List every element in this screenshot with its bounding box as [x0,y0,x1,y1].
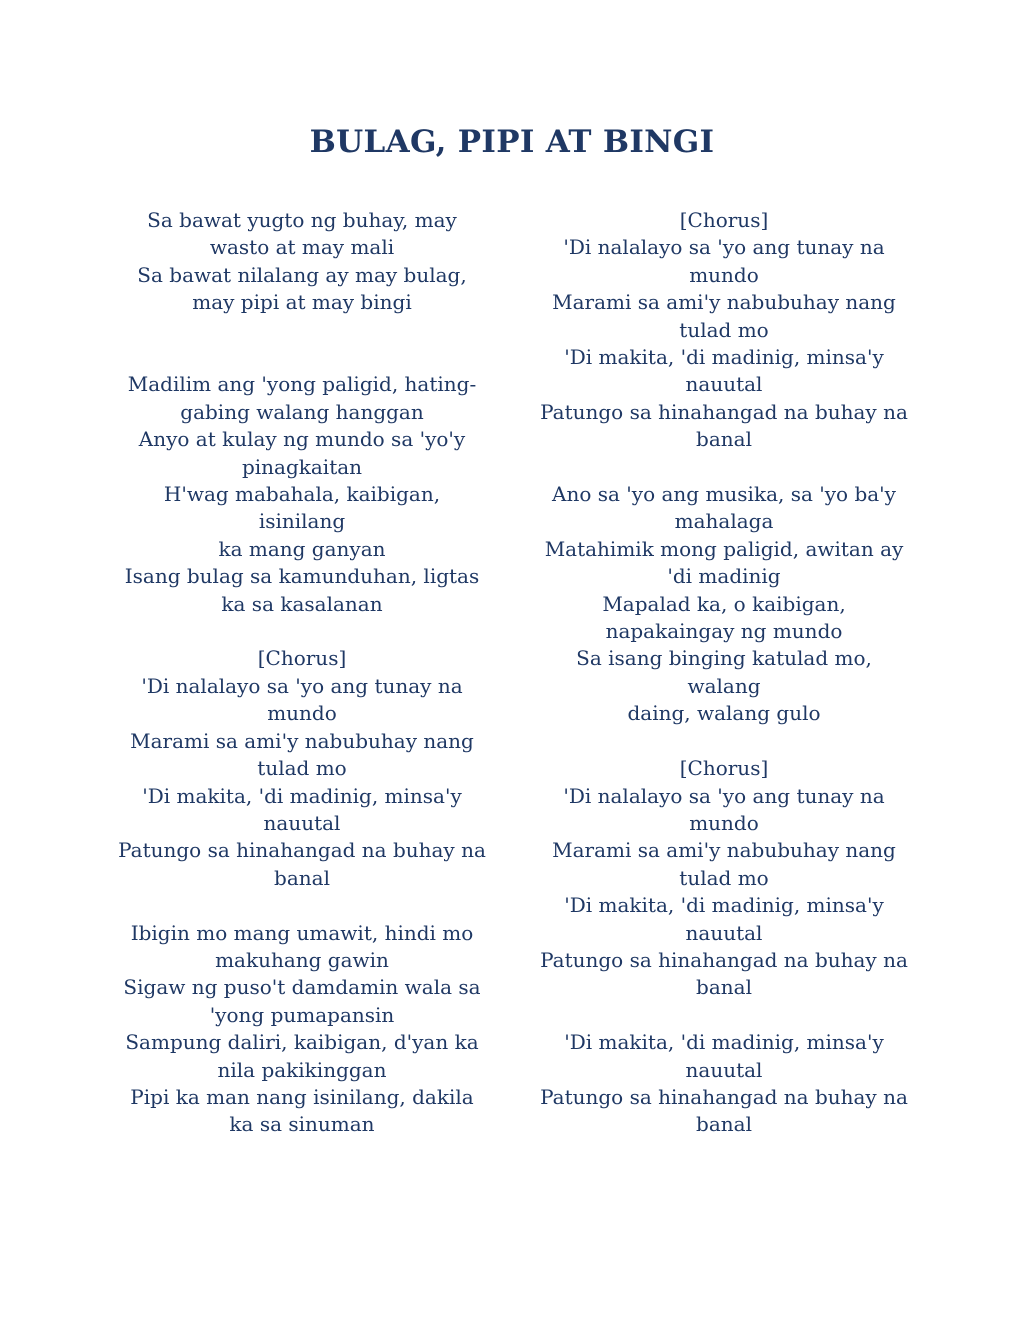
lyric-line: Ibigin mo mang umawit, hindi mo [130,920,474,945]
lyric-line: gabing walang hanggan [180,399,424,424]
lyric-line: nauutal [685,920,763,945]
lyric-line: Patungo sa hinahangad na buhay na [540,947,908,972]
lyric-line: wasto at may mali [209,235,395,260]
lyric-line: makuhang gawin [215,947,389,972]
verse-3 [118,920,486,1139]
chorus-2 [538,207,910,454]
lyric-line: 'yong pumapansin [209,1002,395,1027]
lyric-line: tulad mo [679,865,769,890]
lyric-line: Ano sa 'yo ang musika, sa 'yo ba'y [552,482,896,507]
lyric-line: banal [696,975,752,1000]
outro [538,1029,910,1139]
lyric-line: banal [274,865,330,890]
lyric-line: ka mang ganyan [218,536,386,561]
chorus-1 [118,645,486,892]
verse-1 [118,207,486,317]
lyric-line: Patungo sa hinahangad na buhay na [118,838,486,863]
lyric-line: mundo [267,701,337,726]
lyric-line: 'di madinig [667,564,781,589]
lyric-line: 'Di nalalayo sa 'yo ang tunay na [563,235,885,260]
lyric-line: banal [696,427,752,452]
lyric-line: Anyo at kulay ng mundo sa 'yo'y [138,427,466,452]
lyric-line: Mapalad ka, o kaibigan, [602,591,846,616]
lyric-line: 'Di makita, 'di madinig, minsa'y [142,783,462,808]
chorus-label: [Chorus] [257,646,347,671]
lyric-line: Marami sa ami'y nabubuhay nang [130,728,474,753]
lyric-line: tulad mo [257,756,347,781]
lyric-line: pinagkaitan [241,454,363,479]
lyric-line: Patungo sa hinahangad na buhay na [540,1084,908,1109]
lyric-line: mahalaga [674,509,774,534]
verse-2 [118,371,486,618]
lyric-line: Marami sa ami'y nabubuhay nang [552,838,896,863]
lyric-line: Matahimik mong paligid, awitan ay [544,536,904,561]
lyric-line: nauutal [685,1057,763,1082]
lyric-line: napakaingay ng mundo [605,619,843,644]
lyric-line: may pipi at may bingi [192,290,412,315]
lyric-line: Isang bulag sa kamunduhan, ligtas [124,564,480,589]
lyric-line: ka sa sinuman [229,1112,375,1137]
lyric-line: ka sa kasalanan [221,591,383,616]
lyric-line: Sampung daliri, kaibigan, d'yan ka [125,1030,479,1055]
chorus-3 [538,755,910,1002]
lyrics-column-right [538,207,910,1139]
lyric-line: 'Di nalalayo sa 'yo ang tunay na [563,783,885,808]
verse-4 [538,481,910,728]
lyric-line: banal [696,1112,752,1137]
lyric-line: 'Di makita, 'di madinig, minsa'y [564,1030,884,1055]
lyric-line: Sigaw ng puso't damdamin wala sa [123,975,481,1000]
lyric-line: nila pakikinggan [217,1057,387,1082]
lyrics-column-left [118,207,486,1139]
lyric-line: 'Di makita, 'di madinig, minsa'y [564,345,884,370]
lyric-line: Sa bawat nilalang ay may bulag, [137,262,467,287]
chorus-label: [Chorus] [679,756,769,781]
lyric-line: Sa isang binging katulad mo, walang [576,646,872,698]
lyric-line: 'Di nalalayo sa 'yo ang tunay na [141,673,463,698]
lyric-line: Marami sa ami'y nabubuhay nang [552,290,896,315]
chorus-label: [Chorus] [679,208,769,232]
lyric-line: nauutal [685,372,763,397]
lyric-line: mundo [689,810,759,835]
lyric-line: nauutal [263,810,341,835]
lyric-line: H'wag mabahala, kaibigan, isinilang [163,482,441,534]
lyric-line: Madilim ang 'yong paligid, hating- [127,372,477,397]
lyric-line: mundo [689,262,759,287]
lyric-line: daing, walang gulo [627,701,821,726]
lyric-line: Pipi ka man nang isinilang, dakila [130,1084,474,1109]
lyric-line: 'Di makita, 'di madinig, minsa'y [564,893,884,918]
song-title: BULAG, PIPI AT BINGI [309,124,715,160]
lyric-line: tulad mo [679,317,769,342]
lyric-line: Sa bawat yugto ng buhay, may [147,208,457,232]
lyric-line: Patungo sa hinahangad na buhay na [540,399,908,424]
